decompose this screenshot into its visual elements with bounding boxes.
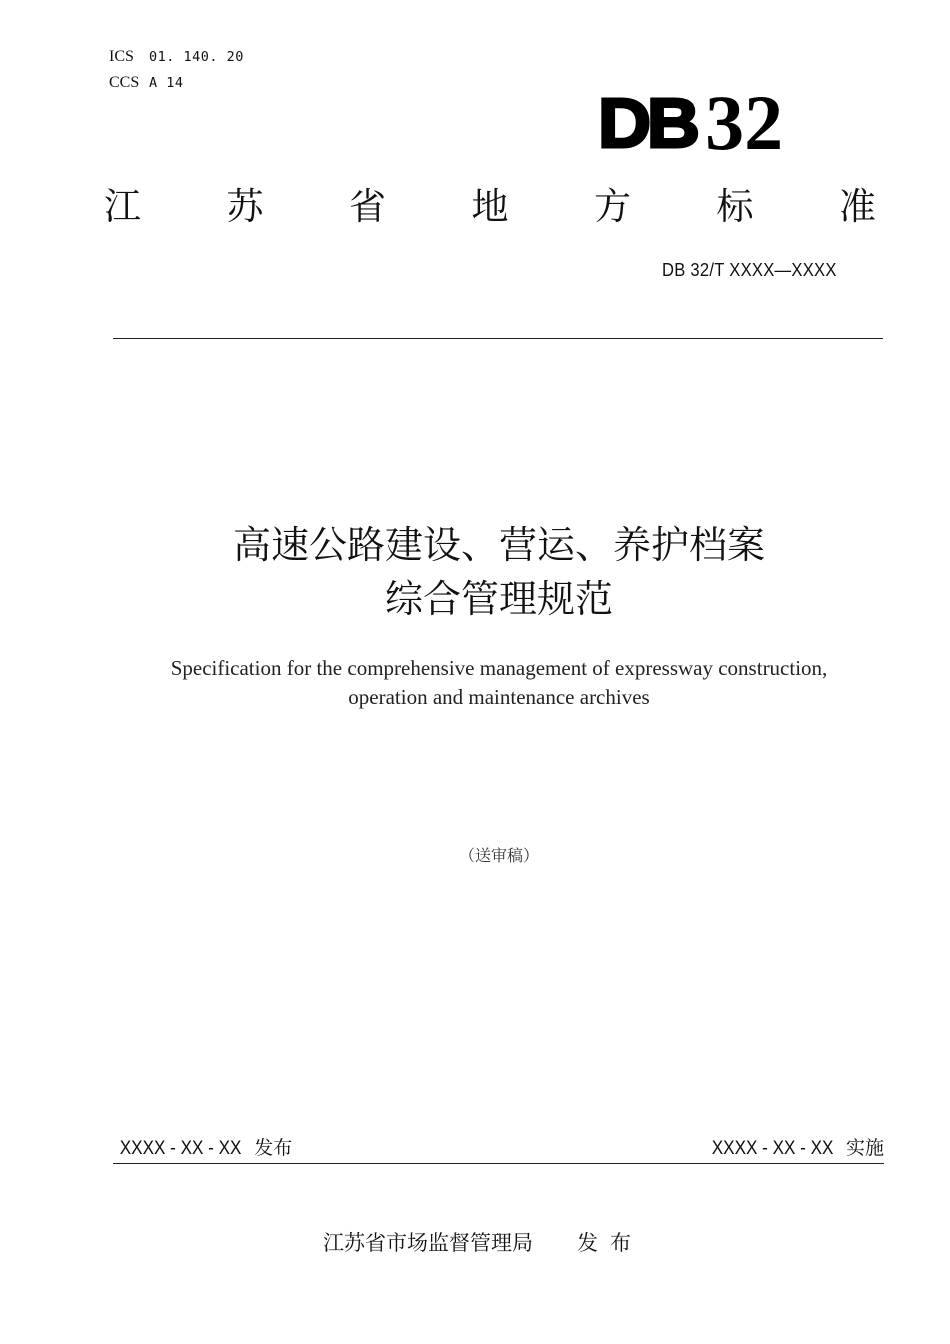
publisher-line <box>323 1228 643 1258</box>
standard-type-char: 准 <box>839 185 876 228</box>
implement-label: 实施 <box>845 1137 884 1159</box>
implement-date-group <box>705 1134 884 1163</box>
draft-status: （送审稿） <box>458 846 539 865</box>
title-en-line-1: Specification for the comprehensive management of expressway construction, <box>170 656 828 680</box>
top-divider <box>113 338 883 339</box>
document-title-zh <box>0 518 950 626</box>
standard-type-char: 标 <box>716 185 754 228</box>
ccs-code-row <box>109 70 244 96</box>
standard-type-char: 方 <box>594 185 631 228</box>
standard-type-char: 省 <box>349 185 386 228</box>
ccs-label: CCS <box>109 74 140 91</box>
logo-number: 32 <box>705 79 784 166</box>
bottom-divider <box>113 1163 884 1164</box>
standard-type-char: 苏 <box>226 185 264 228</box>
standard-type-char: 地 <box>471 185 509 228</box>
standard-type-char: 江 <box>104 185 141 228</box>
logo-prefix: DB <box>598 84 696 162</box>
document-title-en <box>0 654 950 712</box>
ccs-value: A 14 <box>149 75 184 91</box>
ics-code-row <box>109 44 244 70</box>
db32-logo <box>598 78 784 166</box>
publisher-name: 江苏省市场监督管理局 <box>323 1231 533 1255</box>
standard-number: DB 32/T XXXX—XXXX <box>662 260 837 280</box>
standard-type-heading <box>104 182 876 232</box>
title-en-line-2: operation and maintenance archives <box>348 685 650 709</box>
title-zh-line-1: 高速公路建设、营运、养护档案 <box>232 523 765 567</box>
publisher-action: 发布 <box>577 1231 643 1255</box>
release-label: 发布 <box>254 1137 293 1159</box>
ics-label: ICS <box>109 48 134 65</box>
classification-codes <box>109 44 244 96</box>
release-date-group <box>113 1134 292 1163</box>
implement-date: XXXX - XX - XX <box>711 1138 834 1159</box>
ics-value: 01. 140. 20 <box>149 49 244 65</box>
title-zh-line-2: 综合管理规范 <box>384 577 613 621</box>
dates-row <box>113 1134 884 1163</box>
release-date: XXXX - XX - XX <box>119 1138 242 1159</box>
